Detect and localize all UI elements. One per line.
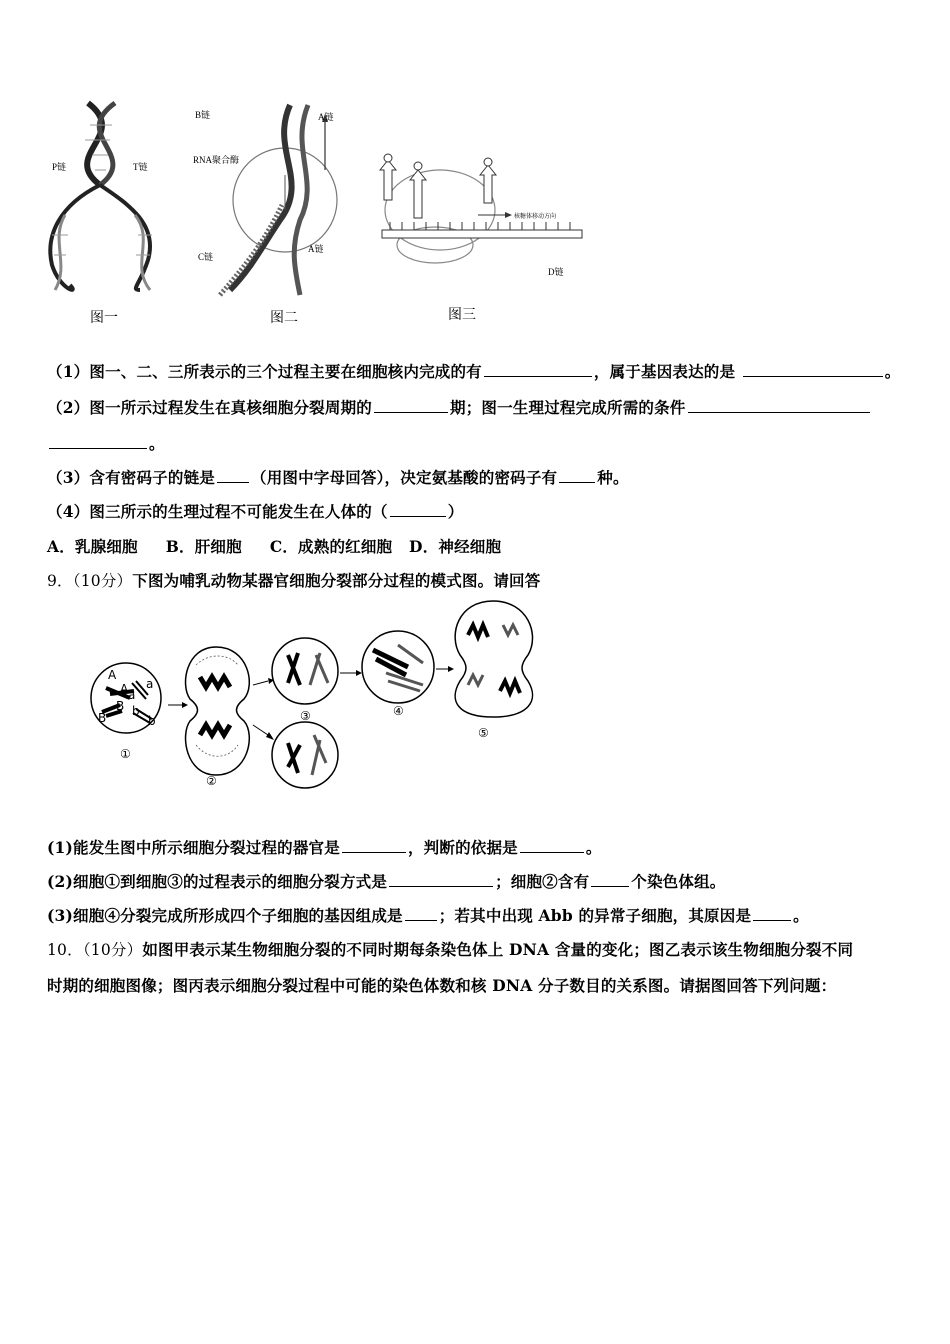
answer-blank[interactable] <box>405 906 437 921</box>
answer-blank[interactable] <box>49 434 147 449</box>
cell-division-diagram <box>88 595 538 795</box>
answer-blank[interactable] <box>753 906 791 921</box>
label-a-chain-top: A链 <box>318 112 334 122</box>
dna-replication-diagram <box>40 95 170 325</box>
q8-options <box>47 535 501 557</box>
transcription-diagram <box>190 100 360 310</box>
option-b[interactable]: B．肝细胞 <box>165 537 242 556</box>
figure-two-caption: 图二 <box>270 310 298 326</box>
gene-B: B <box>116 699 125 713</box>
q9-prompt: 下图为哺乳动物某器官细胞分裂部分过程的模式图。请回答 <box>132 571 541 590</box>
figure-one-caption: 图一 <box>90 310 118 326</box>
gene-b: b <box>148 714 156 728</box>
q8-subquestion-3: （3）含有密码子的链是 （用图中字母回答），决定氨基酸的密码子有 种。 <box>47 468 629 487</box>
cell-label-4: ④ <box>393 704 404 718</box>
q9-number: 9． <box>47 572 73 590</box>
cell-label-5: ⑤ <box>478 726 489 740</box>
q9-subquestion-1: (1)能发生图中所示细胞分裂过程的器官是 ，判断的依据是 。 <box>47 838 602 857</box>
gene-A: A <box>108 668 117 682</box>
gene-a: a <box>146 677 154 691</box>
q9-subquestion-2: (2)细胞①到细胞③的过程表示的细胞分裂方式是 ；细胞②含有 个染色体组。 <box>47 872 726 891</box>
label-t-chain: T链 <box>133 162 148 172</box>
answer-blank[interactable] <box>743 362 883 377</box>
q9-header <box>47 569 540 591</box>
label-c-chain: C链 <box>198 252 214 262</box>
label-a-chain-bottom: A链 <box>308 244 324 254</box>
gene-A: A <box>120 682 129 696</box>
option-d[interactable]: D．神经细胞 <box>409 537 502 556</box>
answer-blank[interactable] <box>520 838 584 853</box>
cell-label-1: ① <box>120 747 131 761</box>
label-ribosome-direction: 核糖体移动方向 <box>514 214 557 220</box>
q8-subquestion-4: （4）图三所示的生理过程不可能发生在人体的（ ） <box>47 502 464 521</box>
answer-blank[interactable] <box>390 502 446 517</box>
q8-subquestion-1: （1）图一、二、三所表示的三个过程主要在细胞核内完成的有 ，属于基因表达的是 。 <box>47 362 901 381</box>
label-b-chain: B链 <box>195 110 211 120</box>
q10-line-2: 时期的细胞图像；图丙表示细胞分裂过程中可能的染色体数和核 DNA 分子数目的关系图。请据图回答下列问题： <box>47 976 837 995</box>
cell-division-figure <box>88 595 538 795</box>
gene-b: b <box>132 704 140 718</box>
q9-subquestion-3: (3)细胞④分裂完成所形成四个子细胞的基因组成是 ；若其中出现 Abb 的异常子细胞，其原因是 。 <box>47 906 809 925</box>
answer-blank[interactable] <box>342 838 406 853</box>
q10-number: 10． <box>47 941 83 959</box>
answer-blank[interactable] <box>374 398 448 413</box>
translation-diagram <box>360 150 590 290</box>
answer-blank[interactable] <box>389 872 493 887</box>
answer-blank[interactable] <box>591 872 629 887</box>
cell-label-3: ③ <box>300 709 311 723</box>
gene-B: B <box>98 711 107 725</box>
option-c[interactable]: C．成熟的红细胞 <box>269 537 393 556</box>
cell-label-2: ② <box>206 774 217 788</box>
figure-two <box>190 100 360 310</box>
figure-one <box>40 95 170 325</box>
figure-three-caption: 图三 <box>448 307 476 323</box>
q9-score: （10分） <box>72 572 133 590</box>
answer-blank[interactable] <box>484 362 592 377</box>
answer-blank[interactable] <box>559 468 595 483</box>
q10-prompt: 如图甲表示某生物细胞分裂的不同时期每条染色体上 DNA 含量的变化；图乙表示该生物细胞分裂不同 <box>142 940 854 959</box>
answer-blank[interactable] <box>217 468 249 483</box>
option-a[interactable]: A．乳腺细胞 <box>47 537 138 556</box>
figure-three <box>360 150 590 290</box>
gene-a: a <box>128 688 136 702</box>
label-p-chain: P链 <box>52 162 67 172</box>
q8-subquestion-2: （2）图一所示过程发生在真核细胞分裂周期的 期；图一生理过程完成所需的条件 <box>47 396 872 418</box>
label-d-chain: D链 <box>548 267 564 277</box>
label-rna-polymerase: RNA聚合酶 <box>193 155 240 165</box>
q8-subquestion-2-continued: 。 <box>47 432 165 454</box>
q10-line-1 <box>47 938 853 960</box>
answer-blank[interactable] <box>688 398 870 413</box>
q10-score: （10分） <box>82 941 143 959</box>
